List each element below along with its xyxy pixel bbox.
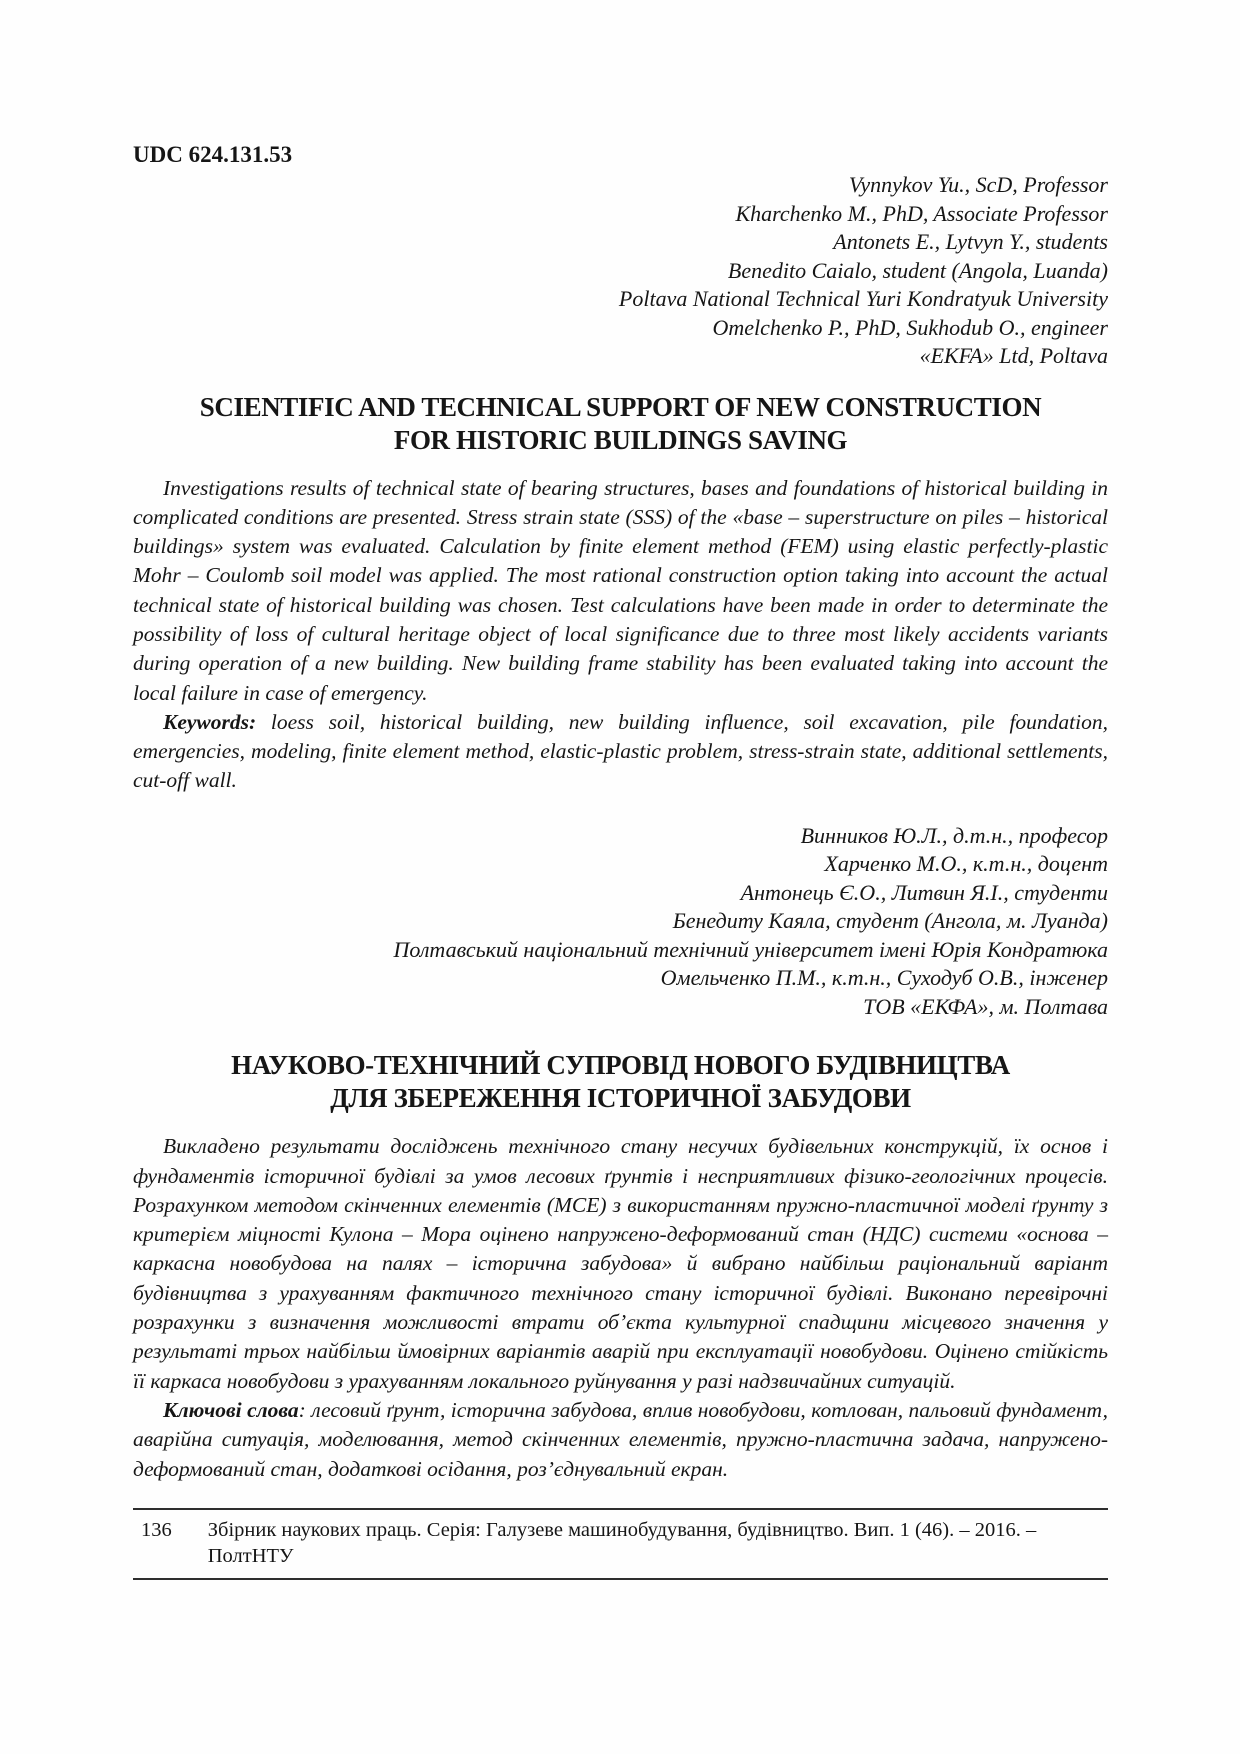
affiliation-line: Полтавський національний технічний університет імені Юрія Кондратюка bbox=[393, 936, 1108, 962]
title-line-2: FOR HISTORIC BUILDINGS SAVING bbox=[393, 424, 848, 455]
keywords-label: Ключові слова bbox=[163, 1397, 299, 1422]
author-line: Бенедиту Каяла, студент (Ангола, м. Луанда) bbox=[672, 908, 1108, 934]
authors-block-ukrainian bbox=[133, 822, 1108, 1022]
abstract-english: Investigations results of technical state of bearing structures, bases and foundations of historical building in complicated conditions are presented. Stress strain state (SSS) of the «base – superstructure on piles – historical buildings» system was evaluated. Calculation by finite element method (FEM) using elastic perfectly-plastic Mohr – Coulomb soil model was applied. The most rational construction option taking into account the actual technical state of historical building was chosen. Test calculations have been made in order to determinate the possibility of loss of cultural heritage object of local significance due to three most likely accidents variants during operation of a new building. New building frame stability has been evaluated taking into account the local failure in case of emergency. bbox=[133, 475, 1108, 705]
authors-block-english bbox=[133, 171, 1108, 371]
article-title-english bbox=[133, 391, 1108, 457]
affiliation-line: ТОВ «ЕКФА», м. Полтава bbox=[863, 993, 1108, 1019]
keywords-english bbox=[133, 708, 1108, 796]
affiliation-line: «EKFA» Ltd, Poltava bbox=[919, 343, 1108, 368]
author-line: Омельченко П.М., к.т.н., Суходуб О.В., інженер bbox=[660, 965, 1108, 991]
keywords-text: : лесовий ґрунт, історична забудова, вплив новобудови, котлован, пальовий фундамент, аварійна ситуація, моделювання, метод скінченних елементів, пружно-пластична задача, напружено-деформований стан, додаткові осідання, роз’єднувальний екран. bbox=[133, 1397, 1108, 1481]
title-line-1: SCIENTIFIC AND TECHNICAL SUPPORT OF NEW CONSTRUCTION bbox=[199, 391, 1042, 422]
author-line: Antonets E., Lytvyn Y., students bbox=[833, 229, 1108, 254]
udc-number: UDC 624.131.53 bbox=[133, 142, 293, 167]
affiliation-line: Poltava National Technical Yuri Kondratyuk University bbox=[618, 286, 1108, 311]
page-footer bbox=[133, 1508, 1108, 1580]
author-line: Kharchenko M., PhD, Associate Professor bbox=[735, 200, 1108, 226]
author-line: Харченко М.О., к.т.н., доцент bbox=[824, 851, 1108, 877]
keywords-ukrainian bbox=[133, 1396, 1108, 1484]
journal-reference: Збірник наукових праць. Серія: Галузеве машинобудування, будівництво. Вип. 1 (46). – 2016. – ПолтНТУ bbox=[207, 1518, 1037, 1567]
page-number: 136 bbox=[141, 1518, 172, 1541]
title-line-2: ДЛЯ ЗБЕРЕЖЕННЯ ІСТОРИЧНОЇ ЗАБУДОВИ bbox=[330, 1083, 911, 1114]
author-line: Винников Ю.Л., д.т.н., професор bbox=[800, 822, 1108, 848]
author-line: Omelchenko P., PhD, Sukhodub O., engineer bbox=[712, 314, 1108, 340]
author-line: Антонець Є.О., Литвин Я.І., студенти bbox=[740, 879, 1108, 905]
author-line: Vynnykov Yu., ScD, Professor bbox=[848, 172, 1108, 197]
keywords-label: Keywords: bbox=[163, 709, 257, 734]
article-title-ukrainian bbox=[133, 1049, 1108, 1115]
author-line: Benedito Caialo, student (Angola, Luanda) bbox=[727, 257, 1108, 283]
abstract-ukrainian: Викладено результати досліджень технічного стану несучих будівельних конструкцій, їх основ і фундаментів історичної будівлі за умов лесових ґрунтів і несприятливих фізико-геологічних процесів. Розрахунком методом скінченних елементів (МСЕ) з використанням пружно-пластичної моделі ґрунту з критерієм міцності Кулона – Мора оцінено напружено-деформований стан (НДС) системи «основа – каркасна новобудова на палях – історична забудова» й вибрано найбільш раціональний варіант будівництва з урахуванням фактичного технічного стану історичної будівлі. Виконано перевірочні розрахунки з визначення можливості втрати об’єкта культурної спадщини місцевого значення у результаті трьох найбільш ймовірних варіантів аварій при експлуатації новобудови. Оцінено стійкість її каркаса новобудови з урахуванням локального руйнування у разі надзвичайних ситуацій. bbox=[133, 1134, 1108, 1393]
keywords-text: loess soil, historical building, new building influence, soil excavation, pile foundation, emergencies, modeling, finite element method, elastic-plastic problem, stress-strain state, additional settlements, cut-off wall. bbox=[133, 709, 1108, 793]
title-line-1: НАУКОВО-ТЕХНІЧНИЙ СУПРОВІД НОВОГО БУДІВНИЦТВА bbox=[231, 1050, 1010, 1081]
